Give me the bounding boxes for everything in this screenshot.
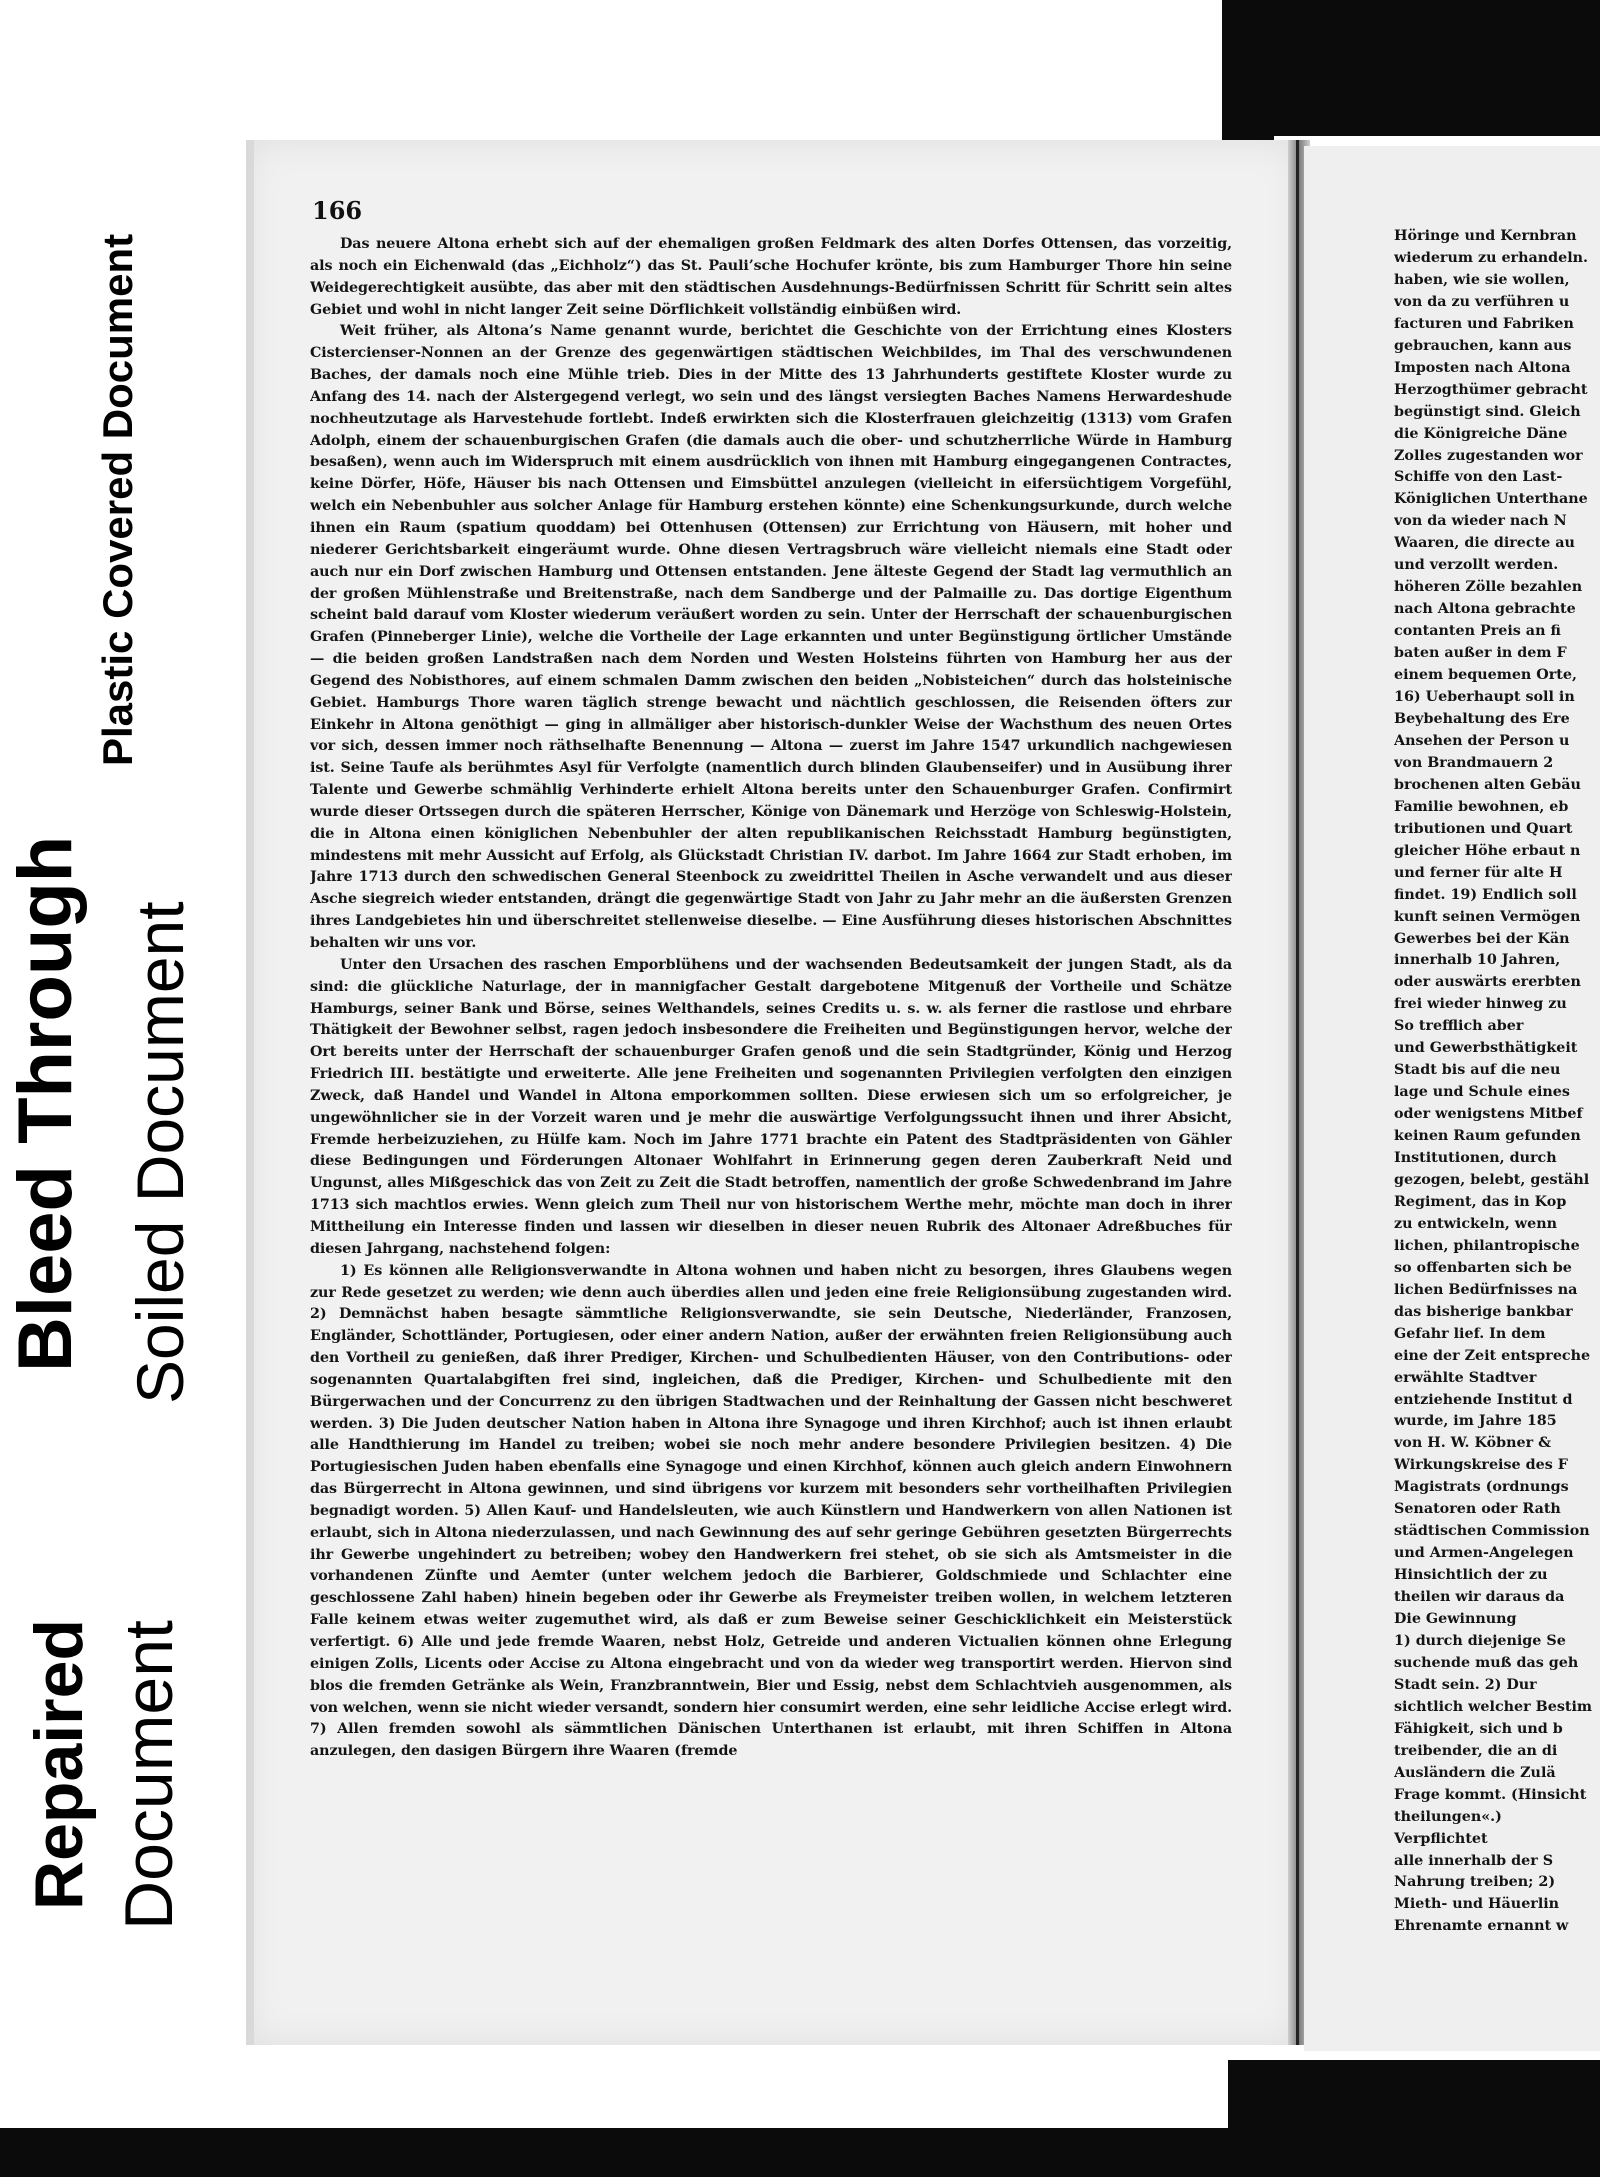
text-line: treibender, die an di: [1394, 1742, 1558, 1759]
text-line: Zolles zugestanden wor: [1394, 447, 1583, 464]
text-line: Ausländern die Zulä: [1394, 1764, 1556, 1781]
text-line: theilungen«.): [1394, 1808, 1502, 1825]
text-line: brochenen alten Gebäu: [1394, 776, 1581, 793]
film-strip: [1228, 2060, 1600, 2177]
text-line: lichen, philantropische: [1394, 1237, 1580, 1254]
text-line: Höringe und Kernbran: [1394, 228, 1577, 244]
text-line: entziehende Institut d: [1394, 1391, 1573, 1408]
text-line: das bisherige bankbar: [1394, 1303, 1573, 1320]
text-line: alle innerhalb der S: [1394, 1852, 1554, 1869]
text-line: Familie bewohnen, eb: [1394, 798, 1569, 815]
right-page-body: [1394, 226, 1600, 2076]
text-line: so offenbarten sich be: [1394, 1259, 1572, 1276]
text-line: höheren Zölle bezahlen: [1394, 579, 1583, 596]
text-line: lichen Bedürfnisses na: [1394, 1281, 1578, 1298]
text-line: Ehrenamte ernannt w: [1394, 1918, 1569, 1935]
text-line: Wirkungskreise des F: [1394, 1457, 1568, 1474]
paragraph: Unter den Ursachen des raschen Emporblühens und der wachsenden Bedeutsamkeit der jungen Stadt, als da sind: die glückliche Naturlage, der in mannigfacher Gestalt dargebotene Mitgenuß der Vortheile und Schätze Hamburgs, seiner Bank und Börse, seines Welthandels, seines Credits u. s. w. als ferner die rastlose und ehrbare Thätigkeit der Bewohner selbst, ragen jedoch insbesondere die Freiheiten und Begünstigungen hervor, welche der Ort bereits unter der Herrschaft der schauenburger Grafen genoß und die sein Stadtgründer, König und Herzog Friedrich III. bestätigte und erweiterte. Alle jene Freiheiten und sogenannten Privilegien verfolgten den einzigen Zweck, daß Handel und Wandel in Altona emporkommen sollten. Diese erwiesen sich um so erfolgreicher, je ungewöhnlicher sie in der Vorzeit waren und je mehr die auswärtige Verfolgungssucht ihnen und ihrer Absicht, Fremde herbeizuziehen, zu Hülfe kam. Noch im Jahre 1771 brachte ein Patent des Stadtpräsidenten von Gähler diese Bedingungen und Förderungen Altonaer Wohlfahrt in Erinnerung gegen deren Zauberkraft Neid und Ungunst, alles Mißgeschick das von Zeit zu Zeit die Stadt betroffen, namentlich der große Schwedenbrand im Jahre 1713 sich machtlos erwies. Wenn gleich zum Theil nur von historischem Werthe mehr, möchte man doch in ihrer Mittheilung ein Interesse finden und lassen wir dieselben in dieser neuen Rubrik des Altonaer Adreßbuches für diesen Jahrgang, nachstehend folgen:: [310, 956, 1232, 1257]
text-line: Waaren, die directe au: [1394, 535, 1575, 552]
left-page-body: [310, 234, 1232, 2034]
text-line: Verpflichtet: [1394, 1830, 1488, 1847]
text-line: Stadt bis auf die neu: [1394, 1062, 1561, 1079]
text-line: städtischen Commission: [1394, 1523, 1590, 1540]
text-line: Mieth- und Häuerlin: [1394, 1896, 1560, 1913]
text-line: von Brandmauern 2: [1394, 754, 1554, 771]
text-line: findet. 19) Endlich soll: [1394, 886, 1577, 903]
text-line: oder auswärts ererbten: [1394, 974, 1581, 991]
page-edge: [246, 140, 254, 2045]
text-line: Magistrats (ordnungs: [1394, 1479, 1569, 1496]
text-line: theilen wir daraus da: [1394, 1589, 1565, 1606]
text-line: Ansehen der Person u: [1394, 732, 1570, 749]
text-line: von da wieder nach N: [1394, 513, 1567, 530]
repaired-label: Repaired: [21, 1619, 97, 1910]
text-line: erwählte Stadtver: [1394, 1369, 1537, 1386]
text-line: und ferner für alte H: [1394, 864, 1563, 881]
text-line: Beybehaltung des Ere: [1394, 710, 1570, 727]
text-line: haben, wie sie wollen,: [1394, 271, 1570, 288]
text-line: baten außer in dem F: [1394, 645, 1567, 662]
text-line: Königlichen Unterthane: [1394, 491, 1588, 508]
text-line: gezogen, belebt, gestähl: [1394, 1171, 1590, 1188]
text-line: Stadt sein. 2) Dur: [1394, 1676, 1537, 1693]
repaired-document-label: Document: [111, 1620, 187, 1930]
text-line: von H. W. Köbner &: [1394, 1435, 1552, 1452]
text-line: Imposten nach Altona: [1394, 359, 1571, 376]
text-line: keinen Raum gefunden: [1394, 1128, 1581, 1145]
text-line: tributionen und Quart: [1394, 820, 1573, 837]
text-line: Herzogthümer gebracht: [1394, 381, 1588, 398]
text-line: Frage kommt. (Hinsicht: [1394, 1786, 1587, 1803]
text-line: kunft seinen Vermögen: [1394, 908, 1581, 925]
text-line: contanten Preis an fi: [1394, 623, 1561, 640]
text-line: oder wenigstens Mitbef: [1394, 1106, 1583, 1123]
text-line: Hinsichtlich der zu: [1394, 1567, 1548, 1584]
text-line: Institutionen, durch: [1394, 1150, 1557, 1167]
text-line: begünstigt sind. Gleich: [1394, 403, 1581, 420]
text-line: gebrauchen, kann aus: [1394, 337, 1572, 354]
text-line: Gefahr lief. In dem: [1394, 1325, 1546, 1342]
text-line: und Armen-Angelegen: [1394, 1545, 1574, 1562]
text-line: eine der Zeit entspreche: [1394, 1347, 1591, 1364]
text-line: frei wieder hinweg zu: [1394, 996, 1567, 1013]
text-line: So trefflich aber: [1394, 1018, 1524, 1035]
soiled-document-label: Soiled Document: [123, 901, 197, 1404]
text-line: Die Gewinnung: [1394, 1611, 1517, 1628]
text-line: nach Altona gebrachte: [1394, 601, 1576, 618]
text-line: und verzollt werden.: [1394, 557, 1559, 574]
text-line: von da zu verführen u: [1394, 293, 1570, 310]
text-line: facturen und Fabriken: [1394, 315, 1574, 332]
paragraph: Weit früher, als Altona’s Name genannt wurde, berichtet die Geschichte von der Errichtung eines Klosters Cistercienser-Nonnen an der Grenze des gegenwärtigen städtischen Weichbildes, im Thal des verschwundenen Baches, der damals noch eine Mühle trieb. Dies in der Mitte des 13 Jahrhunderts gestiftete Kloster wurde zu Anfang des 14. nach der Alstergegend verlegt, wo sein und des längst versiegten Baches Namens Herwardeshude nochheutzutage als Harvestehude fortlebt. Indeß erwirkten sich die Klosterfrauen gleichzeitig (1313) vom Grafen Adolph, einem der schauenburgischen Grafen (die damals auch die ober- und schutzherrliche Würde in Hamburg besaßen), wenn auch im Widerspruch mit einem ausdrücklich von ihnen mit Hamburg eingegangenen Contractes, keine Dörfer, Höfe, Häuser bis nach Ottensen und Eimsbüttel anzulegen (vielleicht in eifersüchtigem Vorgefühl, welch ein Nebenbuhler aus solcher Anlage für Hamburg erstehen könnte) eine Schenkungsurkunde, durch welche ihnen ein Raum (spatium quoddam) bei Ottenhusen (Ottensen) zur Errichtung von Häusern, mit hoher und niederer Gerichtsbarkeit eingeräumt wurde. Ohne diesen Vertragsbruch wäre vielleicht niemals eine Stadt oder auch nur ein Dorf zwischen Hamburg und Ottensen entstanden. Jene älteste Gegend der Stadt lag vermuthlich an der großen Mühlenstraße und Breitenstraße, nach dem Sandberge und der Palmaille zu. Das dortige Eigenthum scheint bald darauf vom Kloster wiederum veräußert worden zu sein. Unter der Herrschaft der schauenburgischen Grafen (Pinneberger Linie), welche die Vortheile der Lage erkannten und unter Begünstigung örtlicher Umstände — die beiden großen Landstraßen nach dem Norden und Westen Holsteins führten von Hamburg her aus der Gegend des Nobisthores, auf einem schmalen Damm zwischen den beiden „Nobisteichen“ durch das holsteinische Gebiet. Hamburgs Thore waren täglich strenge bewacht und nächtlich geschlossen, die Reisenden öfters zur Einkehr in Altona genöthigt — ging in allmäliger aber historisch-dunkler Weise der Wachsthum des neuen Ortes vor sich, dessen immer noch räthselhafte Benennung — Altona — zuerst im Jahre 1547 urkundlich nachgewiesen ist. Seine Taufe als berühmtes Asyl für Verfolgte (namentlich durch blinden Glaubenseifer) und in Ausübung ihrer Talente und Gewerbe schmählig Verhinderte erhielt Altona bereits unter den Schauenburger Grafen. Confirmirt wurde dieser Ortssegen durch die späteren Herrscher, Könige von Dänemark und Herzöge von Schleswig-Holstein, die in Altona einen königlichen Nebenbuhler der alten republikanischen Reichsstadt Hamburg begünstigten, mindestens mit mehr Aussicht auf Erfolg, als Glückstadt Christian IV. darbot. Im Jahre 1664 zur Stadt erhoben, im Jahre 1713 durch den schwedischen General Steenbock zu zweidrittel Theilen in Asche verwandelt und aus dieser Asche siegreich wieder entstanden, drängt die gegenwärtige Stadt von Jahr zu Jahr mehr an die äußersten Grenzen ihres Landgebietes hin und überschreitet stellenweise dieselbe. — Eine Ausführung dieses historischen Abschnittes behalten wir uns vor.: [310, 323, 1232, 951]
page-number: 166: [312, 196, 363, 225]
plastic-covered-label: Plastic Covered Document: [94, 233, 141, 766]
text-line: innerhalb 10 Jahren,: [1394, 952, 1561, 969]
text-line: 16) Ueberhaupt soll in: [1394, 689, 1575, 706]
gutter-line: [1296, 140, 1299, 2045]
text-line: die Königreiche Däne: [1394, 425, 1568, 442]
text-line: Regiment, das in Kop: [1394, 1193, 1567, 1210]
bleed-through-label: Bleed Through: [3, 835, 88, 1372]
text-line: einem bequemen Orte,: [1394, 667, 1577, 684]
text-line: 1) durch diejenige Se: [1394, 1633, 1566, 1649]
text-line: Fähigkeit, sich und b: [1394, 1720, 1563, 1737]
paragraph: 1) Es können alle Religionsverwandte in Altona wohnen und haben nicht zu besorgen, ihres Glaubens wegen zur Rede gesetzet zu werden; wie denn auch überdies allen und jeden eine freie Religionsübung zugestanden wird. 2) Demnächst haben besagte sämmtliche Religionsverwandte, sie sein Deutsche, Niederländer, Franzosen, Engländer, Schottländer, Portugiesen, oder einer andern Nation, außer der erwähnten freien Religionsübung auch den Vortheil zu genießen, daß ihrer Prediger, Kirchen- und Schulbedienten Häuser, von den Contributions- oder sogenannten Quartalabgiften frei sind, ingleichen, daß die Prediger, Kirchen- und Schulbediente mit den Bürgerwachen und der Concurrenz zu den übrigen Stadtwachen und der Reinhaltung der Gassen nicht beschweret werden. 3) Die Juden deutscher Nation haben in Altona ihre Synagoge und ihren Kirchhof; auch ist ihnen erlaubt alle Handthierung im Handel zu treiben; wobei sie noch mehr andere besondere Privilegien besitzen. 4) Die Portugiesischen Juden haben ebenfalls eine Synagoge und einen Kirchhof, können auch gleich andern Einwohnern das Bürgerrecht in Altona gewinnen, und sind übrigens vor kurzem mit besonders sehr vortheilhaften Privilegien begnadigt worden. 5) Allen Kauf- und Handelsleuten, wie auch Künstlern und Handwerkern von allen Nationen ist erlaubt, sich in Altona niederzulassen, und nach Gewinnung des auf sehr geringe Gebühren gesetzten Bürgerrechts ihr Gewerbe ungehindert zu betreiben; wobey den Handwerkern frei stehet, ob sie sich als Amtsmeister in die vorhandenen Zünfte und Aemter (unter welchem jedoch die Barbierer, Goldschmiede und Schlachter eine geschlossene Zahl haben) hinein begeben oder ihr Gewerbe als Freymeister treiben wollen, in welchem letzteren Falle keinem etwas weiter zugemuthet wird, als daß er zum Beweise seiner Geschicklichkeit ein Meisterstück verfertigt. 6) Alle und jede fremde Waaren, nebst Holz, Getreide und anderen Victualien können ohne Erlegung einigen Zolls, Licents oder Accise zu Altona eingebracht und von da wieder weg transportirt werden. Hiervon sind blos die fremden Getränke als Wein, Franzbranntwein, Bier und Essig, nebst dem Schlachtvieh ausgenommen, als von welchen, wenn sie nicht wieder versandt, sondern hier consumirt werden, eine sehr leidliche Accise erlegt wird. 7) Allen fremden sowohl als sämmtlichen Dänischen Unterthanen ist erlaubt, mit ihren Schiffen in Altona anzulegen, den dasigen Bürgern ihre Waaren (fremde: [310, 1262, 1232, 1760]
text-line: wurde, im Jahre 185: [1394, 1413, 1557, 1430]
text-line: gleicher Höhe erbaut n: [1394, 842, 1581, 859]
text-line: zu entwickeln, wenn: [1394, 1215, 1558, 1232]
text-line: suchende muß das geh: [1394, 1654, 1579, 1671]
text-line: lage und Schule eines: [1394, 1084, 1570, 1101]
text-line: sichtlich welcher Bestim: [1394, 1698, 1593, 1715]
text-line: Nahrung treiben; 2): [1394, 1874, 1556, 1891]
text-line: Gewerbes bei der Kän: [1394, 930, 1570, 947]
text-line: und Gewerbsthätigkeit: [1394, 1040, 1578, 1057]
text-line: Senatoren oder Rath: [1394, 1501, 1561, 1518]
text-line: Schiffe von den Last-: [1394, 469, 1563, 486]
film-strip: [1222, 0, 1600, 136]
text-line: wiederum zu erhandeln.: [1394, 249, 1589, 266]
paragraph: Das neuere Altona erhebt sich auf der ehemaligen großen Feldmark des alten Dorfes Ottensen, das vorzeitig, als noch ein Eichenwald (das „Eichholz“) das St. Pauli’sche Hochufer krönte, bis zum Hamburger Thore hin seine Weidegerechtigkeit ausübte, das aber mit den städtischen Ausdehnungs-Bedürfnissen Schritt für Schritt sein altes Gebiet und wohl in nicht langer Zeit seine Dörflichkeit vollständig einbüßen wird.: [310, 236, 1232, 318]
